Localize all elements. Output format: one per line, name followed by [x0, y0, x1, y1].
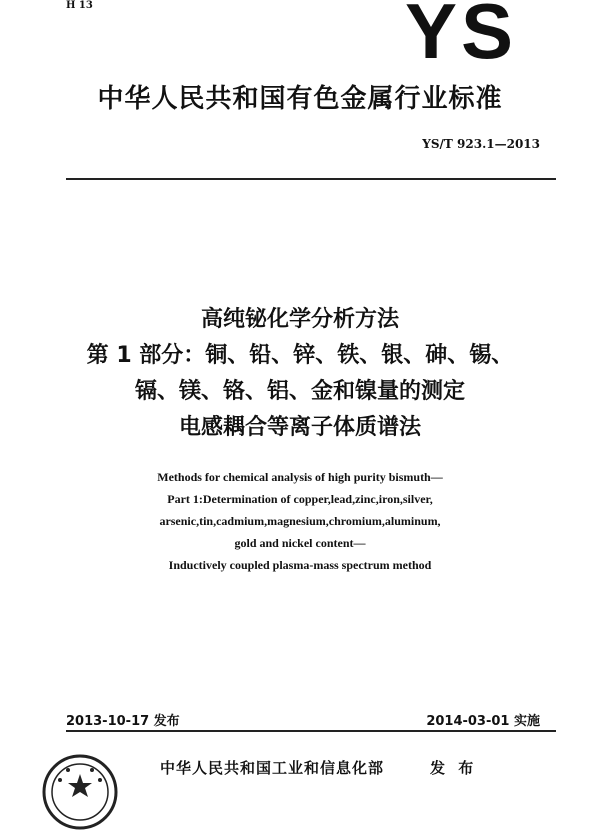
ys-logo: YS — [405, 0, 518, 75]
implementation-date: 2014-03-01 实施 — [426, 714, 540, 729]
issuing-authority: 中华人民共和国工业和信息化部 — [160, 759, 385, 777]
publish-label: 发 布 — [430, 759, 478, 777]
title-cn-line-3: 镉、镁、铬、铝、金和镍量的测定 — [134, 379, 465, 404]
issue-date: 2013-10-17 发布 — [66, 714, 180, 729]
standard-number: YS/T 923.1—2013 — [422, 137, 540, 151]
title-en-line-5: Inductively coupled plasma-mass spectrum method — [168, 558, 432, 572]
national-emblem-icon — [40, 752, 120, 832]
title-en-line-3: arsenic,tin,cadmium,magnesium,chromium,aluminum, — [159, 514, 441, 528]
title-cn-line-2: 第 1 部分：铜、铅、锌、铁、银、砷、锡、 — [86, 343, 514, 368]
title-en-line-1: Methods for chemical analysis of high purity bismuth— — [157, 470, 443, 484]
title-cn-line-1: 高纯铋化学分析方法 — [200, 307, 399, 332]
top-divider — [66, 178, 556, 180]
bottom-divider — [66, 730, 556, 732]
title-en-line-4: gold and nickel content— — [234, 536, 366, 550]
org-title: 中华人民共和国有色金属行业标准 — [97, 84, 503, 114]
title-cn-line-4: 电感耦合等离子体质谱法 — [178, 415, 421, 440]
title-en-line-2: Part 1:Determination of copper,lead,zinc,iron,silver, — [167, 492, 433, 506]
classification-code: H 13 — [66, 0, 93, 11]
